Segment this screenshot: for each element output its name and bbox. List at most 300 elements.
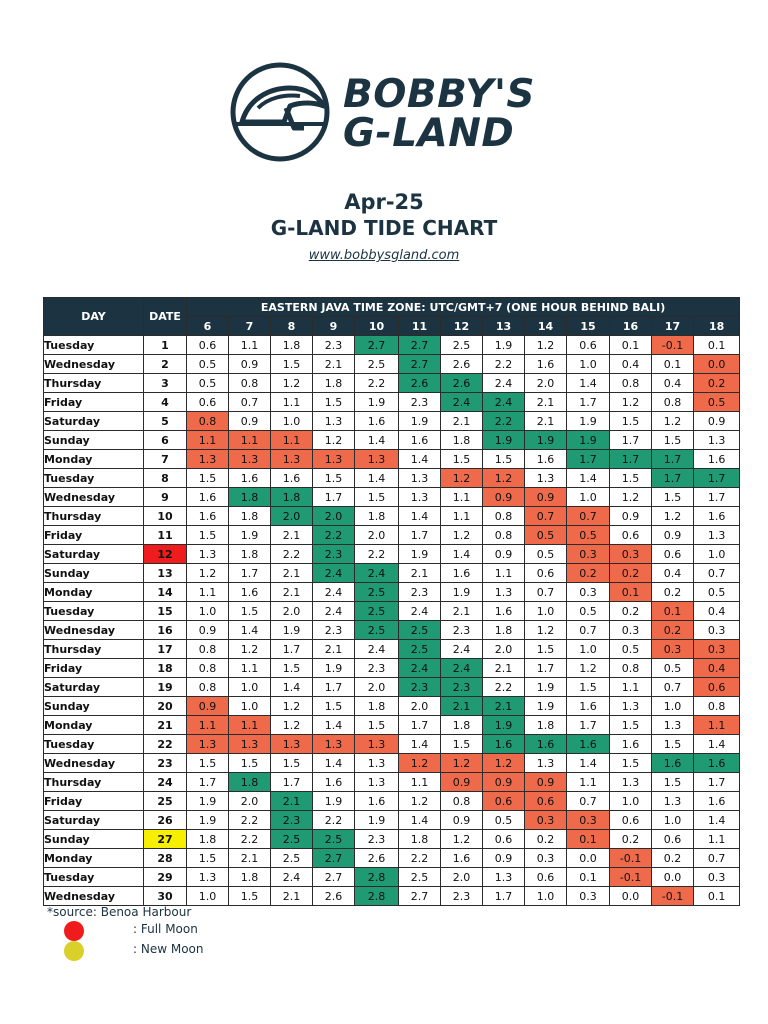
tide-value-cell: 2.3	[271, 811, 313, 830]
table-row	[44, 659, 740, 678]
tide-value-cell: 1.0	[567, 640, 610, 659]
date-cell: 23	[144, 754, 187, 773]
tide-value-cell: 2.5	[271, 830, 313, 849]
tide-value-cell: 1.5	[187, 469, 229, 488]
table-row	[44, 830, 740, 849]
tide-value-cell: 0.6	[483, 830, 525, 849]
tide-value-cell: 1.0	[525, 602, 567, 621]
tide-value-cell: 0.5	[694, 583, 740, 602]
tide-value-cell: 1.7	[525, 659, 567, 678]
tide-value-cell: 0.5	[525, 545, 567, 564]
tide-value-cell: 1.4	[355, 469, 399, 488]
tide-value-cell: 1.1	[694, 830, 740, 849]
tide-value-cell: 2.3	[313, 545, 355, 564]
day-cell: Monday	[44, 450, 144, 469]
table-row	[44, 431, 740, 450]
tide-value-cell: 0.3	[652, 640, 694, 659]
tide-value-cell: 0.4	[694, 659, 740, 678]
tide-value-cell: 1.1	[567, 773, 610, 792]
tide-value-cell: 2.0	[229, 792, 271, 811]
tide-value-cell: 2.5	[399, 621, 441, 640]
tide-value-cell: 2.1	[483, 697, 525, 716]
tide-value-cell: 2.4	[441, 659, 483, 678]
tide-value-cell: 1.8	[229, 868, 271, 887]
tide-value-cell: 0.9	[483, 488, 525, 507]
tide-value-cell: 0.3	[525, 849, 567, 868]
tide-value-cell: 1.7	[694, 469, 740, 488]
table-row	[44, 602, 740, 621]
tide-value-cell: 1.8	[525, 716, 567, 735]
tide-value-cell: 2.2	[355, 545, 399, 564]
tide-value-cell: 1.1	[610, 678, 652, 697]
day-cell: Tuesday	[44, 868, 144, 887]
tide-value-cell: 1.9	[525, 678, 567, 697]
tide-value-cell: 1.6	[525, 355, 567, 374]
tide-value-cell: 0.7	[567, 507, 610, 526]
tide-value-cell: 1.1	[441, 488, 483, 507]
tide-value-cell: 2.3	[441, 678, 483, 697]
tide-value-cell: 1.6	[652, 754, 694, 773]
date-cell: 1	[144, 336, 187, 355]
tide-value-cell: 2.5	[355, 621, 399, 640]
tide-value-cell: 0.3	[567, 545, 610, 564]
tide-value-cell: 0.8	[187, 659, 229, 678]
tide-value-cell: 0.6	[525, 868, 567, 887]
tide-value-cell: 2.4	[399, 659, 441, 678]
tide-value-cell: 2.7	[313, 849, 355, 868]
tide-value-cell: 2.2	[271, 545, 313, 564]
tide-value-cell: 1.3	[355, 754, 399, 773]
tide-value-cell: 1.4	[694, 735, 740, 754]
tide-value-cell: 1.0	[271, 412, 313, 431]
hour-header: 15	[567, 317, 610, 336]
day-cell: Monday	[44, 716, 144, 735]
date-cell: 2	[144, 355, 187, 374]
tide-value-cell: 1.6	[567, 735, 610, 754]
tide-value-cell: 0.5	[567, 602, 610, 621]
tide-value-cell: 0.1	[694, 336, 740, 355]
tide-value-cell: 1.8	[313, 374, 355, 393]
day-cell: Saturday	[44, 412, 144, 431]
tide-value-cell: -0.1	[610, 849, 652, 868]
full-moon-label: : Full Moon	[133, 922, 198, 936]
date-cell: 10	[144, 507, 187, 526]
tide-value-cell: 1.5	[652, 735, 694, 754]
tide-value-cell: 1.1	[399, 773, 441, 792]
tide-value-cell: 2.7	[399, 355, 441, 374]
date-cell: 6	[144, 431, 187, 450]
day-cell: Friday	[44, 659, 144, 678]
day-cell: Sunday	[44, 697, 144, 716]
tide-value-cell: 1.4	[694, 811, 740, 830]
tide-value-cell: 2.4	[399, 602, 441, 621]
tide-value-cell: 0.8	[441, 792, 483, 811]
tide-value-cell: 0.2	[610, 564, 652, 583]
tide-value-cell: 1.6	[483, 735, 525, 754]
tide-value-cell: 2.1	[229, 849, 271, 868]
tide-value-cell: 0.0	[652, 868, 694, 887]
tide-value-cell: 1.3	[525, 754, 567, 773]
tide-value-cell: 1.7	[313, 678, 355, 697]
tide-value-cell: 2.5	[355, 602, 399, 621]
tide-value-cell: 0.9	[229, 355, 271, 374]
day-column-header: DAY	[44, 298, 144, 336]
day-cell: Sunday	[44, 564, 144, 583]
tide-value-cell: 1.0	[567, 488, 610, 507]
tide-value-cell: 2.3	[399, 583, 441, 602]
tide-value-cell: 1.8	[441, 431, 483, 450]
tide-value-cell: 0.3	[694, 868, 740, 887]
tide-value-cell: 1.9	[355, 393, 399, 412]
tide-value-cell: 1.5	[187, 754, 229, 773]
tide-value-cell: 1.7	[229, 564, 271, 583]
tide-value-cell: 0.1	[567, 830, 610, 849]
table-row	[44, 507, 740, 526]
tide-value-cell: 1.6	[229, 469, 271, 488]
tide-value-cell: 0.3	[567, 811, 610, 830]
tide-value-cell: 1.9	[483, 716, 525, 735]
tide-value-cell: 2.0	[355, 526, 399, 545]
tide-value-cell: 1.1	[187, 716, 229, 735]
tide-value-cell: 0.5	[652, 659, 694, 678]
tide-value-cell: 0.8	[483, 507, 525, 526]
day-cell: Tuesday	[44, 735, 144, 754]
tide-value-cell: 0.3	[610, 545, 652, 564]
hour-header: 13	[483, 317, 525, 336]
table-row	[44, 868, 740, 887]
brand-name-line2: G-LAND	[343, 111, 515, 156]
tide-value-cell: 2.7	[355, 336, 399, 355]
tide-value-cell: 1.6	[355, 792, 399, 811]
new-moon-dot	[64, 941, 84, 961]
tide-value-cell: 1.3	[610, 697, 652, 716]
new-moon-label: : New Moon	[133, 942, 204, 956]
tide-value-cell: 1.8	[229, 545, 271, 564]
tide-value-cell: 1.2	[187, 564, 229, 583]
tide-value-cell: 2.1	[441, 412, 483, 431]
tide-value-cell: 1.5	[525, 640, 567, 659]
tide-value-cell: 1.6	[313, 773, 355, 792]
tide-value-cell: 1.1	[441, 507, 483, 526]
tide-value-cell: 0.2	[652, 583, 694, 602]
date-cell: 21	[144, 716, 187, 735]
tide-value-cell: 2.5	[355, 583, 399, 602]
date-cell: 4	[144, 393, 187, 412]
tide-value-cell: 1.6	[229, 583, 271, 602]
table-row	[44, 526, 740, 545]
tide-value-cell: 0.8	[483, 526, 525, 545]
date-cell: 25	[144, 792, 187, 811]
tide-value-cell: 2.1	[271, 583, 313, 602]
date-cell: 3	[144, 374, 187, 393]
tide-value-cell: 1.5	[187, 526, 229, 545]
tide-value-cell: 1.0	[652, 697, 694, 716]
tide-value-cell: 1.3	[313, 450, 355, 469]
table-row	[44, 545, 740, 564]
tide-value-cell: 1.7	[694, 773, 740, 792]
tide-value-cell: 0.9	[483, 773, 525, 792]
tide-value-cell: 1.6	[187, 488, 229, 507]
date-cell: 29	[144, 868, 187, 887]
tide-value-cell: 0.5	[187, 355, 229, 374]
tide-value-cell: 0.3	[567, 583, 610, 602]
date-cell: 28	[144, 849, 187, 868]
tide-value-cell: 2.4	[483, 393, 525, 412]
tide-value-cell: 0.8	[187, 412, 229, 431]
tide-value-cell: 1.4	[355, 431, 399, 450]
day-cell: Friday	[44, 792, 144, 811]
website-link[interactable]: www.bobbysgland.com	[308, 248, 460, 263]
legend	[0, 903, 768, 973]
day-cell: Thursday	[44, 773, 144, 792]
tide-value-cell: 1.2	[483, 469, 525, 488]
tide-value-cell: 0.7	[567, 792, 610, 811]
tide-value-cell: -0.1	[610, 868, 652, 887]
table-row	[44, 393, 740, 412]
tide-value-cell: 1.5	[441, 450, 483, 469]
tide-value-cell: 1.8	[399, 830, 441, 849]
tide-body	[44, 336, 740, 906]
tide-value-cell: 0.4	[652, 564, 694, 583]
tide-value-cell: 1.9	[187, 811, 229, 830]
tide-value-cell: 1.9	[525, 431, 567, 450]
tide-value-cell: 1.2	[399, 754, 441, 773]
table-row	[44, 488, 740, 507]
tide-value-cell: 0.9	[694, 412, 740, 431]
tide-value-cell: 1.3	[652, 792, 694, 811]
tide-value-cell: 0.1	[652, 355, 694, 374]
tide-value-cell: 1.2	[441, 754, 483, 773]
tide-value-cell: 1.0	[567, 355, 610, 374]
tide-value-cell: 1.5	[567, 678, 610, 697]
tide-value-cell: -0.1	[652, 887, 694, 906]
day-cell: Thursday	[44, 640, 144, 659]
tide-value-cell: 1.6	[610, 735, 652, 754]
tide-value-cell: 1.6	[694, 792, 740, 811]
tide-value-cell: 1.6	[694, 754, 740, 773]
tide-value-cell: 2.0	[441, 868, 483, 887]
full-moon-date-cell: 12	[144, 545, 187, 564]
tide-value-cell: 0.9	[229, 412, 271, 431]
tide-value-cell: 1.4	[441, 545, 483, 564]
day-cell: Friday	[44, 393, 144, 412]
tide-value-cell: 1.5	[652, 431, 694, 450]
tide-value-cell: 1.8	[229, 507, 271, 526]
tide-value-cell: 0.2	[652, 849, 694, 868]
tide-value-cell: 1.2	[525, 336, 567, 355]
tide-value-cell: 2.1	[313, 640, 355, 659]
tide-value-cell: 2.4	[355, 564, 399, 583]
tide-value-cell: 1.7	[567, 716, 610, 735]
table-row	[44, 621, 740, 640]
tide-value-cell: 2.1	[271, 564, 313, 583]
tide-value-cell: 1.0	[229, 697, 271, 716]
tide-value-cell: 0.9	[525, 488, 567, 507]
tide-value-cell: 1.3	[313, 735, 355, 754]
tide-value-cell: 1.6	[567, 697, 610, 716]
tide-value-cell: 2.1	[483, 659, 525, 678]
tide-value-cell: 2.2	[355, 374, 399, 393]
day-cell: Tuesday	[44, 469, 144, 488]
tide-value-cell: 1.9	[399, 545, 441, 564]
tide-value-cell: 1.6	[441, 564, 483, 583]
tide-value-cell: 0.9	[483, 849, 525, 868]
tide-value-cell: 1.4	[567, 374, 610, 393]
tide-value-cell: 1.0	[610, 792, 652, 811]
tide-value-cell: 2.5	[313, 830, 355, 849]
tide-value-cell: 2.3	[313, 336, 355, 355]
tide-value-cell: 1.7	[610, 431, 652, 450]
tide-value-cell: 2.4	[313, 602, 355, 621]
tide-value-cell: 1.7	[187, 773, 229, 792]
tide-value-cell: 0.0	[610, 887, 652, 906]
tide-value-cell: 1.5	[187, 849, 229, 868]
day-cell: Friday	[44, 526, 144, 545]
tide-value-cell: 0.9	[187, 697, 229, 716]
tide-value-cell: 1.5	[355, 716, 399, 735]
date-cell: 8	[144, 469, 187, 488]
date-cell: 11	[144, 526, 187, 545]
tide-value-cell: 2.2	[483, 412, 525, 431]
tide-value-cell: 1.1	[229, 659, 271, 678]
table-row	[44, 355, 740, 374]
tide-value-cell: 1.2	[441, 526, 483, 545]
tide-value-cell: 2.2	[399, 849, 441, 868]
tide-value-cell: 0.6	[525, 564, 567, 583]
tide-value-cell: 2.1	[525, 393, 567, 412]
tide-value-cell: 1.7	[567, 393, 610, 412]
hour-header: 16	[610, 317, 652, 336]
hour-header: 17	[652, 317, 694, 336]
tide-value-cell: 0.2	[652, 621, 694, 640]
tide-value-cell: 1.9	[399, 412, 441, 431]
table-row	[44, 450, 740, 469]
tide-value-cell: 2.5	[399, 640, 441, 659]
tide-value-cell: -0.1	[652, 336, 694, 355]
tide-value-cell: 0.3	[567, 887, 610, 906]
tide-value-cell: 0.5	[187, 374, 229, 393]
tide-value-cell: 1.2	[271, 697, 313, 716]
tide-value-cell: 1.3	[399, 488, 441, 507]
tide-value-cell: 1.5	[313, 469, 355, 488]
tide-value-cell: 1.0	[187, 602, 229, 621]
tide-value-cell: 1.3	[399, 469, 441, 488]
tide-value-cell: 1.8	[355, 697, 399, 716]
hour-header: 6	[187, 317, 229, 336]
tide-value-cell: 0.8	[187, 678, 229, 697]
tide-value-cell: 1.1	[229, 431, 271, 450]
day-cell: Wednesday	[44, 754, 144, 773]
new-moon-date-cell: 27	[144, 830, 187, 849]
tide-value-cell: 0.2	[525, 830, 567, 849]
tide-value-cell: 1.5	[313, 697, 355, 716]
tide-value-cell: 2.2	[483, 678, 525, 697]
table-row	[44, 792, 740, 811]
tide-value-cell: 1.3	[271, 735, 313, 754]
tide-value-cell: 2.6	[441, 355, 483, 374]
tide-value-cell: 2.0	[313, 507, 355, 526]
tide-value-cell: 1.6	[694, 507, 740, 526]
tide-value-cell: 1.8	[229, 488, 271, 507]
tide-value-cell: 1.7	[694, 488, 740, 507]
tide-value-cell: 1.2	[271, 716, 313, 735]
tide-value-cell: 0.2	[567, 564, 610, 583]
tide-value-cell: 0.1	[567, 868, 610, 887]
hour-header: 12	[441, 317, 483, 336]
tide-value-cell: 0.6	[483, 792, 525, 811]
table-row	[44, 564, 740, 583]
tide-value-cell: 1.3	[187, 735, 229, 754]
tide-value-cell: 1.7	[399, 716, 441, 735]
tide-value-cell: 1.3	[229, 450, 271, 469]
tide-value-cell: 1.2	[610, 393, 652, 412]
tide-value-cell: 1.1	[187, 431, 229, 450]
tide-value-cell: 2.8	[355, 868, 399, 887]
table-row	[44, 754, 740, 773]
tide-value-cell: 1.0	[525, 887, 567, 906]
hour-header: 9	[313, 317, 355, 336]
tide-value-cell: 2.7	[313, 868, 355, 887]
timezone-header: EASTERN JAVA TIME ZONE: UTC/GMT+7 (ONE HOUR BEHIND BALI)	[187, 298, 740, 317]
tide-value-cell: 1.5	[271, 659, 313, 678]
tide-value-cell: 1.1	[187, 583, 229, 602]
tide-value-cell: 1.3	[355, 450, 399, 469]
tide-value-cell: 1.0	[652, 811, 694, 830]
tide-value-cell: 1.3	[694, 526, 740, 545]
tide-value-cell: 2.1	[441, 697, 483, 716]
tide-value-cell: 1.9	[355, 811, 399, 830]
tide-value-cell: 0.5	[483, 811, 525, 830]
tide-value-cell: 1.3	[525, 469, 567, 488]
tide-value-cell: 0.3	[694, 640, 740, 659]
tide-value-cell: 1.7	[483, 887, 525, 906]
day-cell: Tuesday	[44, 336, 144, 355]
tide-value-cell: 1.9	[567, 431, 610, 450]
tide-value-cell: 2.0	[271, 507, 313, 526]
tide-value-cell: 0.4	[610, 355, 652, 374]
tide-value-cell: 1.7	[271, 640, 313, 659]
tide-value-cell: 0.8	[652, 393, 694, 412]
tide-value-cell: 1.8	[187, 830, 229, 849]
date-cell: 17	[144, 640, 187, 659]
tide-value-cell: 2.2	[313, 811, 355, 830]
day-cell: Sunday	[44, 830, 144, 849]
tide-value-cell: 1.2	[441, 830, 483, 849]
tide-value-cell: 1.6	[271, 469, 313, 488]
date-cell: 22	[144, 735, 187, 754]
tide-value-cell: 1.6	[355, 412, 399, 431]
tide-value-cell: 1.2	[567, 659, 610, 678]
tide-value-cell: 1.7	[567, 450, 610, 469]
tide-value-cell: 0.5	[525, 526, 567, 545]
day-cell: Saturday	[44, 545, 144, 564]
tide-value-cell: 1.3	[694, 431, 740, 450]
tide-value-cell: 2.4	[441, 640, 483, 659]
tide-value-cell: 1.6	[187, 507, 229, 526]
date-cell: 13	[144, 564, 187, 583]
date-cell: 7	[144, 450, 187, 469]
tide-value-cell: 1.3	[355, 735, 399, 754]
tide-value-cell: 1.9	[483, 431, 525, 450]
tide-value-cell: 1.5	[652, 488, 694, 507]
tide-value-cell: 2.1	[271, 526, 313, 545]
tide-value-cell: 2.0	[399, 697, 441, 716]
tide-value-cell: 2.3	[313, 621, 355, 640]
hour-header: 8	[271, 317, 313, 336]
tide-value-cell: 0.7	[694, 564, 740, 583]
date-cell: 16	[144, 621, 187, 640]
tide-value-cell: 0.3	[694, 621, 740, 640]
